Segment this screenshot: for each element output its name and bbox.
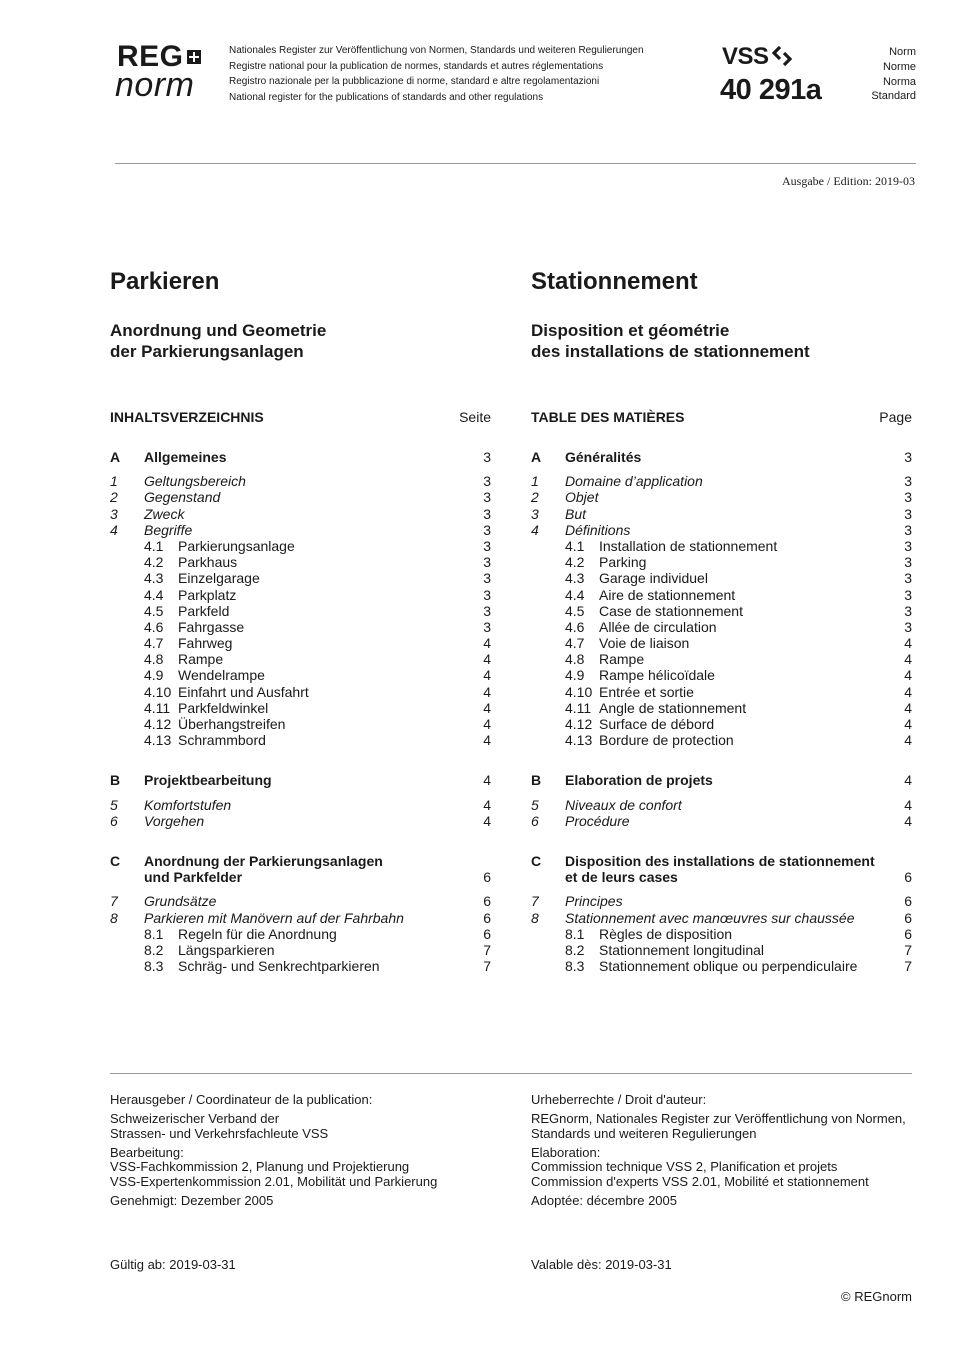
copyright-holder: REGnorm, Nationales Register zur Veröffentlichung von Normen, Standards und weiteren Regulierungen (531, 1111, 906, 1141)
adoption-date: Adoptée: décembre 2005 (531, 1193, 677, 1209)
register-line: Registre national pour la publication de normes, standards et autres réglementations (229, 60, 604, 72)
toc-de (110, 408, 491, 974)
toc-subitem[interactable]: 4.7 Fahrweg 4 (144, 635, 491, 652)
edition-date: Ausgabe / Edition: 2019-03 (782, 174, 915, 188)
toc-item[interactable]: 2 Gegenstand 3 (110, 489, 491, 506)
publisher-name: Schweizerischer Verband der Strassen- und Verkehrsfachleute VSS (110, 1111, 329, 1141)
register-line: Nationales Register zur Veröffentlichung von Normen, Standards und weiteren Regulierungen (229, 45, 644, 56)
subtitle-de: Anordnung und Geometrie der Parkierungsanlagen (110, 321, 327, 361)
toc-subitem[interactable]: 4.12 Überhangstreifen 4 (144, 716, 491, 733)
toc-subitem[interactable]: 4.10 Einfahrt und Ausfahrt 4 (144, 683, 491, 700)
register-description (229, 43, 644, 105)
toc-item[interactable]: 6 Procédure 4 (531, 812, 912, 829)
subtitle-fr: Disposition et géométrie des installations de stationnement (531, 321, 810, 361)
toc-item[interactable]: 4 Begriffe 3 (110, 521, 491, 538)
toc-subitem[interactable]: 4.12 Surface de débord 4 (565, 716, 912, 733)
title-fr: Stationnement (531, 268, 698, 295)
vss-logo: VSS (722, 44, 792, 70)
toc-item[interactable]: 5 Komfortstufen 4 (110, 796, 491, 813)
toc-subitem[interactable]: 4.13 Bordure de protection 4 (565, 732, 912, 749)
toc-subitem[interactable]: 4.5 Case de stationnement 3 (565, 602, 912, 619)
toc-item[interactable]: 7 Grundsätze 6 (110, 893, 491, 910)
approval-date: Genehmigt: Dezember 2005 (110, 1193, 274, 1209)
toc-section-heading[interactable]: C Anordnung der Parkierungsanlagen und Parkfelder 6 (110, 852, 491, 886)
toc-subitem[interactable]: 4.6 Fahrgasse 3 (144, 618, 491, 635)
toc-item[interactable]: 2 Objet 3 (531, 489, 912, 506)
toc-section-c (531, 853, 912, 974)
toc-item[interactable]: 5 Niveaux de confort 4 (531, 796, 912, 813)
toc-section-b (110, 772, 491, 829)
register-line: National register for the publications of standards and other regulations (229, 91, 544, 103)
toc-header (110, 408, 491, 430)
toc-label: INHALTSVERZEICHNIS (110, 409, 264, 425)
regnorm-logo-top: REG (117, 42, 201, 72)
toc-fr (531, 408, 912, 974)
toc-item[interactable]: 6 Vorgehen 4 (110, 812, 491, 829)
footer-divider (110, 1073, 912, 1074)
toc-subitem[interactable]: 4.3 Garage individuel 3 (565, 570, 912, 587)
vss-chevron-icon (772, 45, 792, 67)
valid-from-fr: Valable dès: 2019-03-31 (531, 1257, 672, 1272)
toc-subitem[interactable]: 4.13 Schrammbord 4 (144, 732, 491, 749)
toc-section-c (110, 853, 491, 974)
elaboration-info: Elaboration: Commission technique VSS 2, Planification et projets Commission d'experts VSS 2.01, Mobilité et stationnement (531, 1144, 869, 1189)
norm-label: Standard (871, 90, 916, 103)
editing-info: Bearbeitung: VSS-Fachkommission 2, Planung und Projektierung VSS-Expertenkommission 2.01, Mobilität und Parkierung (110, 1144, 438, 1189)
toc-subitem[interactable]: 4.4 Parkplatz 3 (144, 586, 491, 603)
copyright-label: Urheberrechte / Droit d'auteur: (531, 1092, 707, 1107)
toc-item[interactable]: 3 But 3 (531, 505, 912, 522)
toc-section-b (531, 772, 912, 829)
toc-subitem[interactable]: 4.9 Rampe hélicoïdale 4 (565, 667, 912, 684)
toc-item[interactable]: 4 Définitions 3 (531, 521, 912, 538)
toc-subitem[interactable]: 8.2 Stationnement longitudinal 7 (565, 941, 912, 958)
toc-subitem[interactable]: 4.3 Einzelgarage 3 (144, 570, 491, 587)
norm-label: Norma (882, 75, 916, 88)
page-column-label: Page (879, 409, 912, 425)
copyright-notice: © REGnorm (841, 1289, 912, 1304)
toc-item[interactable]: 7 Principes 6 (531, 893, 912, 910)
toc-subitem[interactable]: 4.7 Voie de liaison 4 (565, 635, 912, 652)
publisher-label: Herausgeber / Coordinateur de la publication: (110, 1092, 373, 1107)
toc-subitem[interactable]: 8.2 Längsparkieren 7 (144, 941, 491, 958)
toc-item[interactable]: 3 Zweck 3 (110, 505, 491, 522)
toc-item[interactable]: 1 Geltungsbereich 3 (110, 473, 491, 490)
swiss-cross-icon (187, 50, 201, 64)
toc-subitem[interactable]: 4.10 Entrée et sortie 4 (565, 683, 912, 700)
valid-from-de: Gültig ab: 2019-03-31 (110, 1257, 236, 1272)
toc-subitem[interactable]: 4.11 Parkfeldwinkel 4 (144, 699, 491, 716)
toc-subitem[interactable]: 4.1 Installation de stationnement 3 (565, 537, 912, 554)
toc-section-heading[interactable]: C Disposition des installations de stationnement et de leurs cases 6 (531, 852, 912, 886)
toc-item[interactable]: 1 Domaine d’application 3 (531, 473, 912, 490)
copyright-info-fr (531, 1093, 921, 1213)
toc-header (531, 408, 912, 430)
toc-subitem[interactable]: 4.5 Parkfeld 3 (144, 602, 491, 619)
page-column-label: Seite (459, 409, 491, 425)
header-divider (115, 163, 916, 164)
toc-subitem[interactable]: 8.1 Regeln für die Anordnung 6 (144, 925, 491, 942)
toc-subitem[interactable]: 4.8 Rampe 4 (144, 651, 491, 668)
publisher-info-de (110, 1093, 500, 1213)
toc-item[interactable]: 8 Parkieren mit Manövern auf der Fahrbahn 6 (110, 909, 491, 926)
toc-section-heading[interactable]: A Généralités 3 (531, 449, 912, 465)
norm-label: Norm (889, 46, 916, 58)
register-line: Registro nazionale per la pubblicazione di norme, standard e altre regolamentazioni (229, 76, 600, 87)
toc-subitem[interactable]: 8.3 Stationnement oblique ou perpendiculaire 7 (565, 958, 912, 975)
regnorm-logo-bottom: norm (115, 66, 195, 104)
toc-subitem[interactable]: 4.4 Aire de stationnement 3 (565, 586, 912, 603)
toc-section-heading[interactable]: A Allgemeines 3 (110, 449, 491, 465)
document-number: 40 291a (720, 74, 822, 106)
toc-section-heading[interactable]: B Elaboration de projets 4 (531, 772, 912, 789)
norm-label: Norme (882, 60, 916, 73)
toc-subitem[interactable]: 4.9 Wendelrampe 4 (144, 667, 491, 684)
toc-subitem[interactable]: 4.11 Angle de stationnement 4 (565, 699, 912, 716)
norm-labels (871, 45, 916, 104)
toc-subitem[interactable]: 8.3 Schräg- und Senkrechtparkieren 7 (144, 958, 491, 975)
toc-section-heading[interactable]: B Projektbearbeitung 4 (110, 772, 491, 789)
toc-subitem[interactable]: 4.1 Parkierungsanlage 3 (144, 537, 491, 554)
toc-subitem[interactable]: 4.2 Parkhaus 3 (144, 554, 491, 571)
toc-subitem[interactable]: 4.2 Parking 3 (565, 554, 912, 571)
toc-label: TABLE DES MATIÈRES (531, 409, 685, 425)
toc-subitem[interactable]: 8.1 Règles de disposition 6 (565, 925, 912, 942)
toc-section-a (531, 449, 912, 748)
toc-section-a (110, 449, 491, 748)
toc-item[interactable]: 8 Stationnement avec manœuvres sur chaussée 6 (531, 909, 912, 926)
toc-subitem[interactable]: 4.8 Rampe 4 (565, 651, 912, 668)
title-de: Parkieren (110, 268, 220, 295)
toc-subitem[interactable]: 4.6 Allée de circulation 3 (565, 618, 912, 635)
